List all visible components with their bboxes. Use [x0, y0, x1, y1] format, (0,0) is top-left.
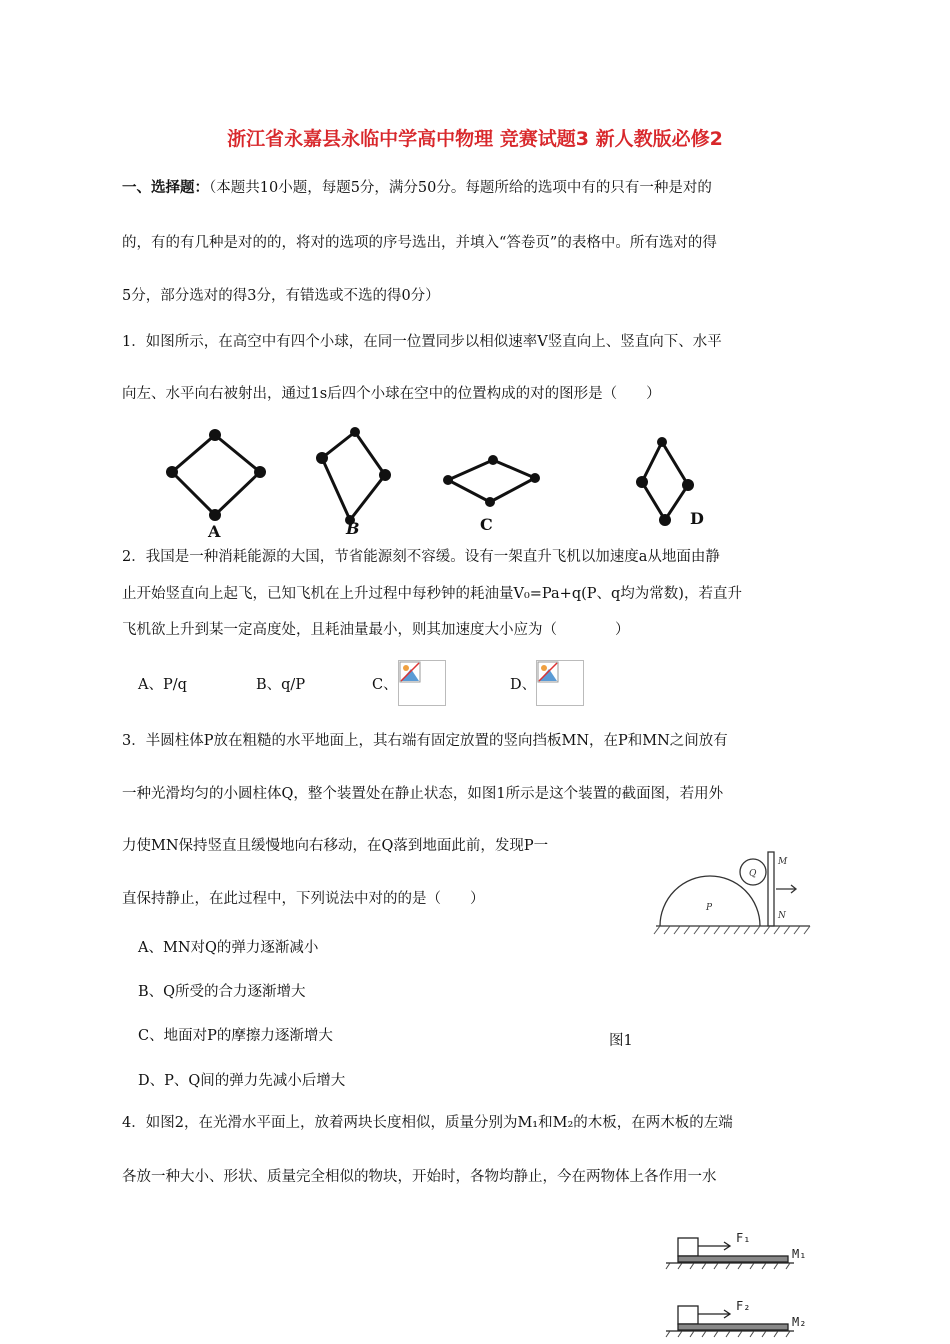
- fig-label-q: Q: [749, 869, 757, 879]
- section-intro-3: 5分，部分选对的得3分，有错选或不选的得0分）: [122, 288, 440, 304]
- q3-figure-1: [650, 842, 820, 942]
- section-intro-2: 的，有的有几种是对的的，将对的选项的序号选出，并填入“答卷页”的表格中。所有选对的得: [122, 235, 717, 251]
- fig-label-f1: F₁: [736, 1231, 751, 1245]
- fig-label-m: M: [778, 857, 788, 867]
- q1-label-a: A: [208, 522, 221, 540]
- q3-line-3: 力使MN保持竖直且缓慢地向右移动，在Q落到地面此前，发现P一: [122, 838, 549, 854]
- q3-option-b: B、Q所受的合力逐渐增大: [138, 984, 306, 1000]
- section-heading: 一、选择题：: [122, 179, 209, 196]
- fig-label-m1: M₁: [792, 1247, 807, 1261]
- q3-figure-caption: 图1: [609, 1033, 633, 1049]
- q2-line-3: 飞机欲上升到某一定高度处，且耗油量最小，则其加速度大小应为（ ）: [122, 622, 630, 638]
- q1-figure: [160, 420, 720, 540]
- page-title: 浙江省永嘉县永临中学高中物理 竞赛试题3 新人教版必修2: [227, 128, 723, 150]
- q4-line-1: 4．如图2，在光滑水平面上，放着两块长度相似，质量分别为M₁和M₂的木板，在两木板的左端: [122, 1115, 733, 1131]
- q2-line-1: 2．我国是一种消耗能源的大国，节省能源刻不容缓。设有一架直升飞机以加速度a从地面由静: [122, 549, 720, 565]
- q3-option-d: D、P、Q间的弹力先减小后增大: [138, 1073, 346, 1089]
- q3-line-4: 直保持静止，在此过程中，下列说法中对的的是（ ）: [122, 891, 485, 907]
- q3-line-2: 一种光滑均匀的小圆柱体Q，整个装置处在静止状态，如图1所示是这个装置的截面图，若用外: [122, 786, 724, 802]
- q1-label-c: C: [480, 515, 493, 534]
- q1-label-d: D: [690, 509, 704, 528]
- q2-option-a: A、P/q: [138, 677, 187, 693]
- shape-d: [642, 442, 688, 520]
- shape-b: [322, 432, 385, 520]
- q1-line-2: 向左、水平向右被射出，通过1s后四个小球在空中的位置构成的对的图形是（ ）: [122, 386, 661, 402]
- q3-option-c: C、地面对P的摩擦力逐渐增大: [138, 1028, 333, 1044]
- fig-label-m2: M₂: [792, 1315, 807, 1329]
- q3-line-1: 3．半圆柱体P放在粗糙的水平地面上，其右端有固定放置的竖向挡板MN，在P和MN之间放有: [122, 733, 728, 749]
- q3-option-a: A、MN对Q的弹力逐渐减小: [138, 940, 319, 956]
- q2-option-c: C、: [372, 677, 398, 693]
- q4-line-2: 各放一种大小、形状、质量完全相似的物块，开始时，各物均静止，今在两物体上各作用一水: [122, 1169, 717, 1185]
- q1-label-b: B: [346, 519, 360, 538]
- fig-label-p: P: [706, 903, 713, 913]
- q2-line-2: 止开始竖直向上起飞，已知飞机在上升过程中每秒钟的耗油量V₀=Pa+q(P、q均为常数)，若直升: [122, 586, 742, 602]
- broken-image-icon: [398, 660, 446, 706]
- fig-label-f2: F₂: [736, 1299, 751, 1313]
- q2-option-b: B、q/P: [256, 677, 306, 693]
- fig-label-n: N: [778, 911, 786, 921]
- broken-image-icon: [536, 660, 584, 706]
- shape-c: [448, 460, 535, 502]
- q1-line-1: 1．如图所示，在高空中有四个小球，在同一位置同步以相似速率V竖直向上、竖直向下、水平: [122, 334, 722, 350]
- q4-figure-2: [664, 1228, 834, 1338]
- q2-option-d: D、: [510, 677, 537, 693]
- shape-a: [172, 435, 260, 515]
- section-intro-1: 一、选择题：（本题共10小题，每题5分，满分50分。每题所给的选项中有的只有一种是对的: [122, 179, 712, 196]
